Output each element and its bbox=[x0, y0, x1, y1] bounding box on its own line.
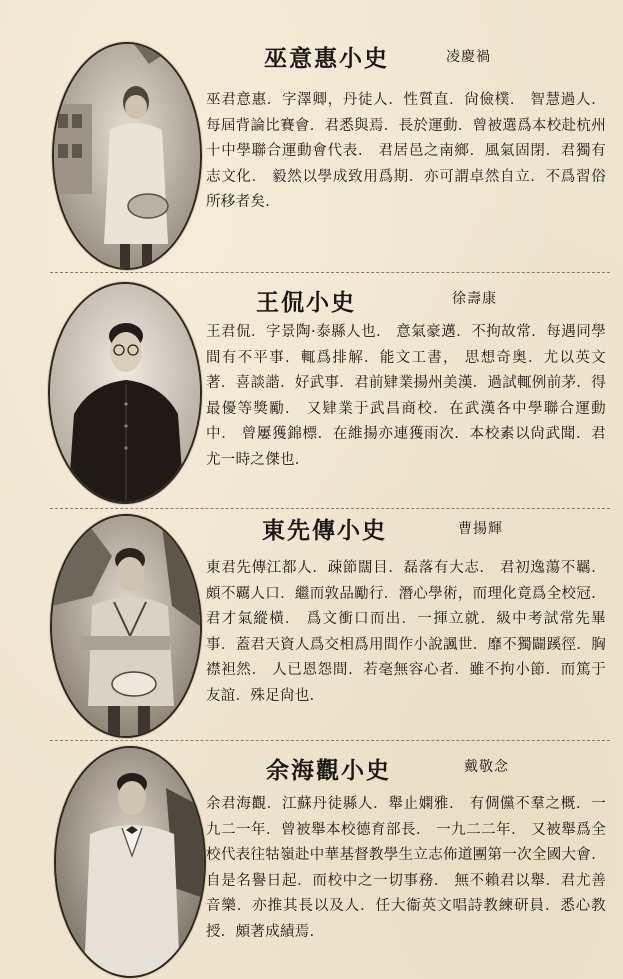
entry-title-4: 余海觀小史 bbox=[266, 757, 391, 784]
entry-bio-1: 巫君意惠．字澤卿，丹徒人．性質直．尙儉樸． 智慧過人．每屆背論比賽會．君悉與焉．長於運動．曾被選爲本校赴杭州十中學聯合運動會代表． 君居邑之南鄉．風氣固閉．君獨有志文化． 毅然以學成致用爲期．亦可謂卓然自立．不爲習俗所移者矣． bbox=[206, 92, 606, 210]
entry-title-3: 東先傳小史 bbox=[262, 517, 387, 544]
entry-author-2: 徐壽康 bbox=[452, 291, 497, 307]
section-divider-1 bbox=[50, 272, 610, 273]
portrait-photo-2 bbox=[48, 282, 202, 504]
portrait-photo-4 bbox=[54, 746, 206, 978]
entry-author-1: 凌慶禍 bbox=[446, 49, 491, 65]
section-divider-3 bbox=[50, 740, 610, 741]
entry-bio-3: 東君先傳江都人．疎節闊目．磊落有大志． 君初逸蕩不羈．頗不覊人口．繼而敦品勵行．潛心學術，而理化竟爲全校冠．君才氣縱橫． 爲文衝口而出．一揮立就．級中考試常先畢事．蓋君天資人爲交相爲用間作小說諷世．靡不獨闢蹊徑．胸襟袒然． 人已恩怨間．若毫無容心者．雖不拘小節．而篤于友誼．殊足尙也． bbox=[206, 560, 606, 704]
entry-bio-4: 余君海觀．江蘇丹徒縣人．舉止嫻雅． 有倜儻不羣之概．一九二一年．曾被舉本校德育部長． 一九二二年． 又被舉爲全校代表往牯嶺赴中華基督教學生立志佈道團第一次全國大會． 自是名譽日起．而校中之一切事務． 無不賴君以舉．君尤善音樂．亦推其長以及人．任大衞英文唱詩教練研員．悉心教授．頗著成績焉． bbox=[206, 796, 606, 940]
portrait-photo-3 bbox=[50, 514, 202, 738]
entry-author-3: 曹揚輝 bbox=[458, 521, 503, 537]
section-divider-2 bbox=[50, 508, 610, 509]
portrait-photo-1 bbox=[52, 42, 202, 270]
entry-title-2: 王侃小史 bbox=[256, 289, 356, 316]
entry-bio-2: 王君侃．字景陶·泰縣人也． 意氣豪邁．不拘故常．每遇同學間有不平事．輒爲排解．能文工書， 思想奇奥．尤以英文著．喜談諧．好武事．君前肄業揚州美漢．過試輒例前茅．得最優等獎勵． 又肄業于武昌商校．在武漢各中學聯合運動中． 曾屢獲錦標．在維揚亦連獲雨次．本校素以尙武聞．君尤一時之傑也． bbox=[206, 324, 606, 468]
entry-author-4: 戴敬念 bbox=[464, 759, 509, 775]
entry-title-1: 巫意惠小史 bbox=[264, 45, 389, 72]
